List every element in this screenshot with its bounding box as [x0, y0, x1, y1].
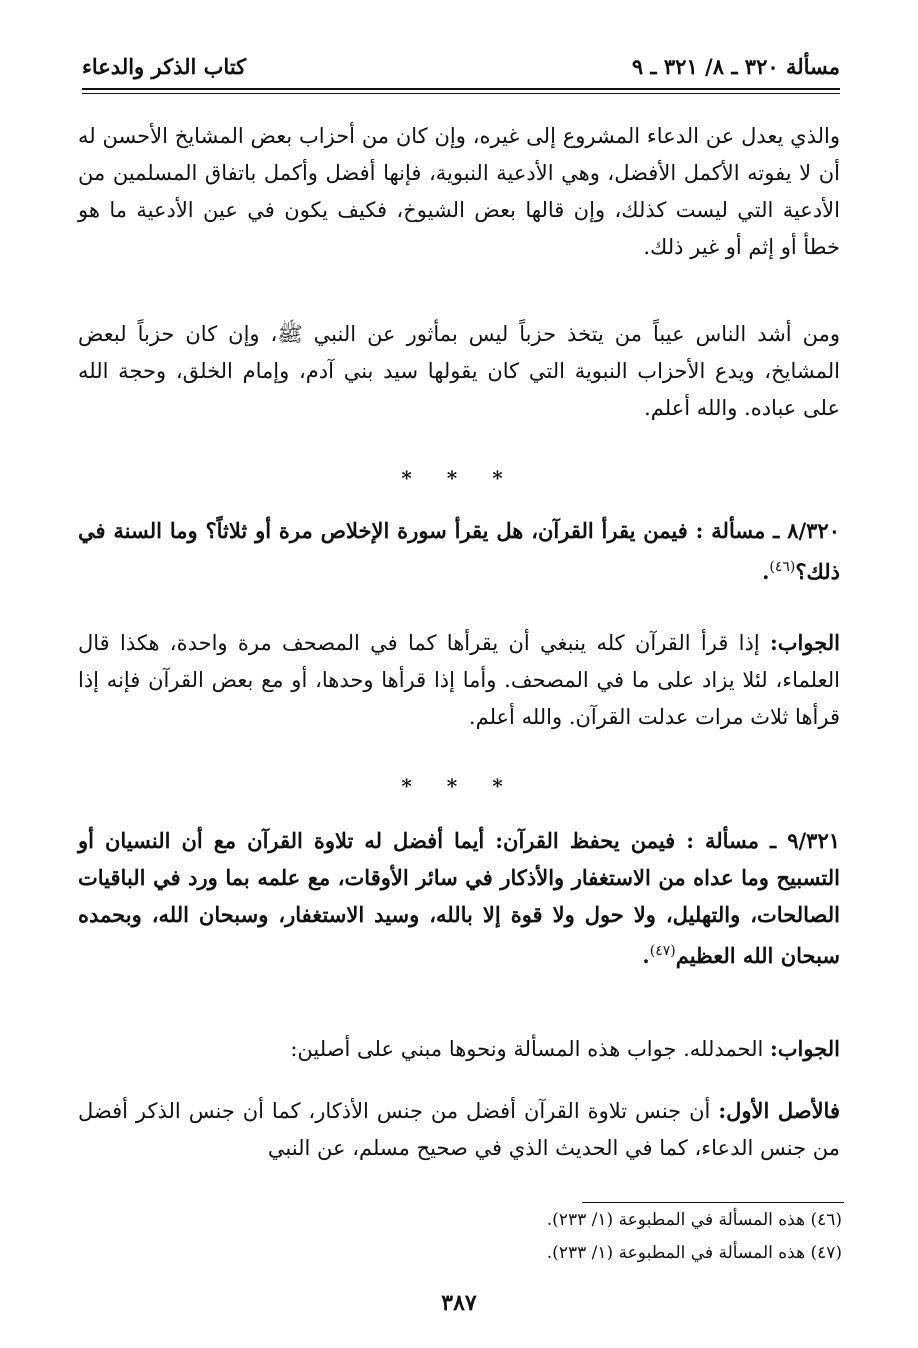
question-number: ٨/٣٢٠ ـ مسألة : — [695, 518, 840, 543]
answer-label: الجواب: — [770, 1036, 840, 1061]
answer-text: الحمدلله. جواب هذه المسألة ونحوها مبني على أصلين: — [290, 1037, 764, 1061]
header-rule-thick — [82, 88, 840, 90]
paragraph-ahzab: ومن أشد الناس عيباً من يتخذ حزباً ليس بمأثور عن النبي ﷺ، وإن كان حزباً لبعض المشايخ، ويدع الأحزاب النبوية التي كان يقولها سيد بني آدم، وإمام الخلق، وحجة الله على عباده. والله أعلم. — [78, 322, 840, 420]
answer-321 — [78, 1030, 840, 1068]
header-issue-range: مسألة ٣٢٠ ـ ٨/ ٣٢١ ـ ٩ — [631, 53, 840, 79]
footnote-ref-47: (٤٧) — [649, 943, 676, 959]
running-header — [82, 50, 840, 82]
section-separator: * * * — [401, 466, 517, 490]
principle-text: أن جنس تلاوة القرآن أفضل من جنس الأذكار، كما أن جنس الذكر أفضل من جنس الدعاء، كما في الحديث الذي في صحيح مسلم، عن النبي — [78, 1099, 840, 1160]
header-book-title: كتاب الذكر والدعاء — [82, 53, 247, 79]
question-text: فيمن يقرأ القرآن، هل يقرأ سورة الإخلاص مرة أو ثلاثاً؟ وما السنة في ذلك؟ — [78, 518, 840, 584]
question-number: ٩/٣٢١ ـ مسألة : — [686, 828, 841, 853]
question-text: فيمن يحفظ القرآن: أيما أفضل له تلاوة القرآن مع أن النسيان أو التسبيح وما عداه من الاستغفار والأذكار في سائر الأوقات، مع علمه بما ورد في الباقيات الصالحات، والتهليل، ولا حول ولا قوة إلا بالله، وسيد الاستغفار، وسبحان الله، وبحمده سبحان الله العظيم — [78, 828, 840, 968]
page-number: ٣٨٧ — [441, 1290, 477, 1316]
header-rule-thin — [82, 93, 840, 94]
question-321: ٩/٣٢١ ـ مسألة : فيمن يحفظ القرآن: أيما أفضل له تلاوة القرآن مع أن النسيان أو التسبيح وما عداه من الاستغفار والأذكار في سائر الأوقات، مع علمه بما ورد في الباقيات الصالحات، والتهليل، ولا حول ولا قوة إلا بالله، وسيد الاستغفار، وسبحان الله، وبحمده سبحان الله العظيم$^{(٤٧)}$. — [78, 828, 841, 968]
question-320: ٨/٣٢٠ ـ مسألة : فيمن يقرأ القرآن، هل يقرأ سورة الإخلاص مرة أو ثلاثاً؟ وما السنة في ذلك؟$^{(٤٦)}$. — [78, 518, 840, 584]
footnote-47: (٤٧) هذه المسألة في المطبوعة (١/ ٢٣٣). — [546, 1243, 842, 1263]
section-separator: * * * — [401, 774, 517, 798]
principle-label: فالأصل الأول: — [718, 1098, 840, 1123]
footnote-ref-46: (٤٦) — [769, 559, 796, 575]
first-principle — [78, 1092, 840, 1167]
paragraph-intro: والذي يعدل عن الدعاء المشروع إلى غيره، وإن كان من أحزاب بعض المشايخ الأحسن له أن لا يفوته الأكمل الأفضل، وهي الأدعية النبوية، فإنها أفضل وأكمل باتفاق المسلمين من الأدعية التي ليست كذلك، وإن قالها بعض الشيوخ، فكيف يكون في عين الأدعية ما هو خطأ أو إثم أو غير ذلك. — [78, 124, 840, 259]
answer-320 — [78, 624, 840, 736]
footnote-rule — [582, 1202, 844, 1203]
footnote-46: (٤٦) هذه المسألة في المطبوعة (١/ ٢٣٣). — [546, 1210, 842, 1230]
answer-text: إذا قرأ القرآن كله ينبغي أن يقرأها كما في المصحف مرة واحدة، هكذا قال العلماء، لئلا يزاد على ما في المصحف. وأما إذا قرأها وحدها، أو مع بعض القرآن فإنه إذا قرأها ثلاث مرات عدلت القرآن. والله أعلم. — [78, 631, 840, 729]
answer-label: الجواب: — [770, 630, 840, 655]
